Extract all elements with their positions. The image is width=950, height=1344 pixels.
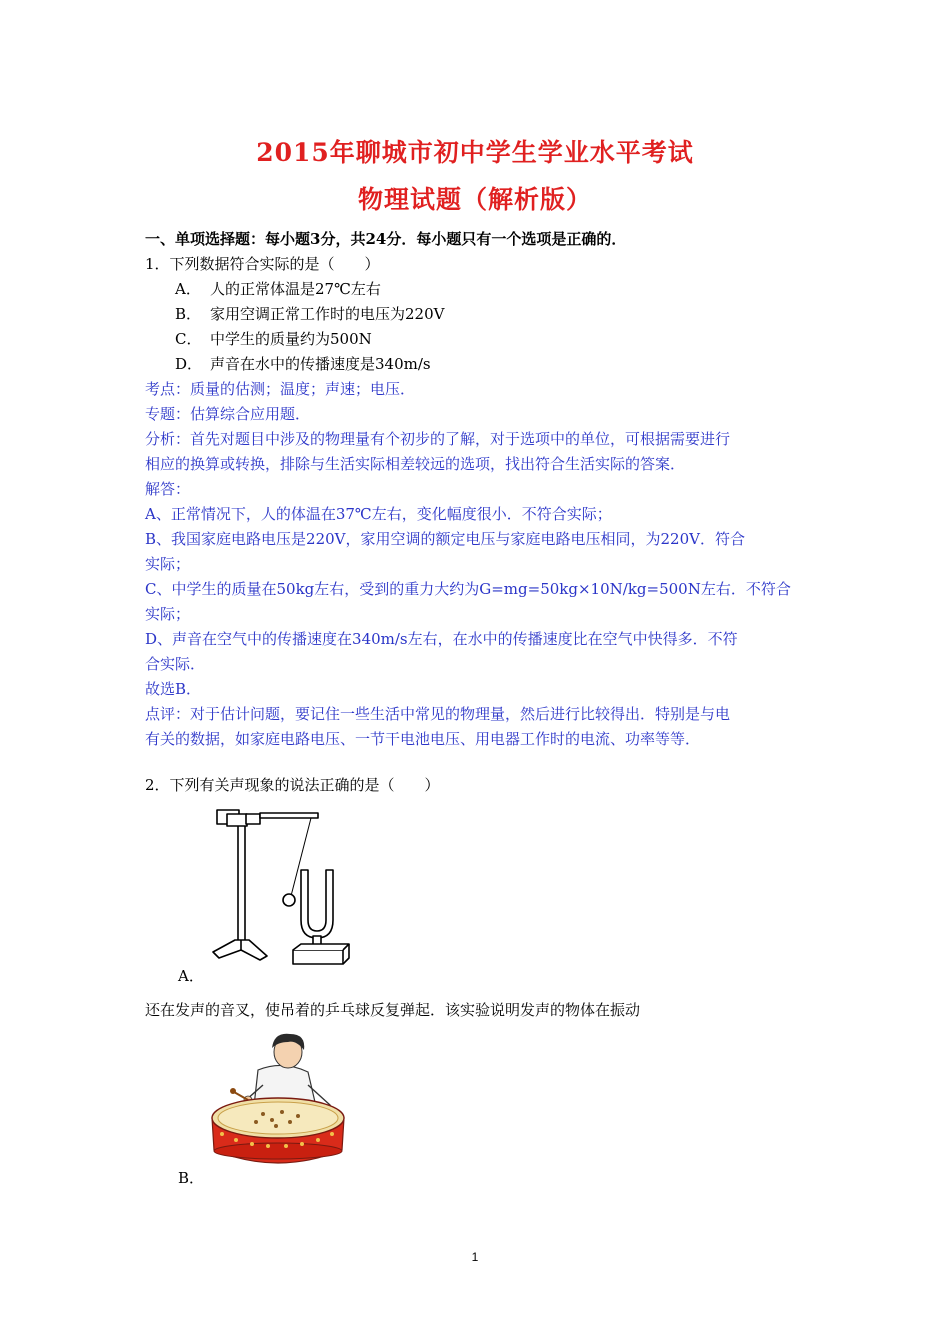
zhuanti-text: 专题：估算综合应用题． [145,405,311,423]
answer-b-line1: B、我国家庭电路电压是220V，家用空调的额定电压与家庭电路电压相同，为220V．符合 [145,530,745,548]
option-letter: B． [175,305,202,323]
kaodian-text: 考点：质量的估测；温度；声速；电压． [145,380,416,398]
question-1-option-c [175,329,372,349]
section-heading: 一、单项选择题：每小题3分，共24分．每小题只有一个选项是正确的． [145,230,627,248]
jieda-label: 解答： [145,480,191,498]
option-text: 家用空调正常工作时的电压为220V [210,305,445,323]
option-letter: D． [175,355,203,373]
question-2-stem: 2．下列有关声现象的说法正确的是（ ） [145,776,440,794]
dianping-text-1: 点评：对于估计问题，要记住一些生活中常见的物理量，然后进行比较得出．特别是与电 [145,705,731,723]
fenxi-text-1: 分析：首先对题目中涉及的物理量有个初步的了解，对于选项中的单位，可根据需要进行 [145,430,731,448]
question-2-option-a-letter: A． [178,967,204,985]
answer-d-line2: 合实际． [145,655,206,673]
paper-title: 2015年聊城市初中学生学业水平考试 [256,138,694,167]
answer-c-line2: 实际； [145,605,191,623]
answer-b-line2: 实际； [145,555,191,573]
question-2-option-a-text: 还在发声的音叉，使吊着的乒乓球反复弹起．该实验说明发声的物体在振动 [145,1001,641,1019]
answer-c-line1: C、中学生的质量在50kg左右，受到的重力大约为G=mg=50kg×10N/kg=500N左右．不符合 [145,580,791,598]
option-letter: C． [175,330,202,348]
paper-subtitle: 物理试题（解析版） [357,185,592,214]
question-1-option-a [175,279,381,299]
fenxi-text-2: 相应的换算或转换，排除与生活实际相差较远的选项，找出符合生活实际的答案． [145,455,686,473]
answer-a: A、正常情况下，人的体温在37℃左右，变化幅度很小．不符合实际； [145,505,612,523]
answer-d-line1: D、声音在空气中的传播速度在340m/s左右，在水中的传播速度比在空气中快得多．不符 [145,630,738,648]
option-text: 人的正常体温是27℃左右 [210,280,381,298]
option-text: 声音在水中的传播速度是340m/s [210,355,431,373]
answer-choice: 故选B． [145,680,202,698]
tuning-fork-figure [205,800,355,972]
page-number: 1 [471,1250,479,1264]
option-letter: A． [175,280,201,298]
question-1-option-b [175,304,444,324]
question-1-option-d [175,354,431,374]
drum-player-figure [208,1030,358,1170]
question-1-stem: 1．下列数据符合实际的是（ ） [145,255,380,273]
dianping-text-2: 有关的数据，如家庭电路电压、一节干电池电压、用电器工作时的电流、功率等等． [145,730,701,748]
question-2-option-b-letter: B． [178,1169,205,1187]
option-text: 中学生的质量约为500N [210,330,372,348]
